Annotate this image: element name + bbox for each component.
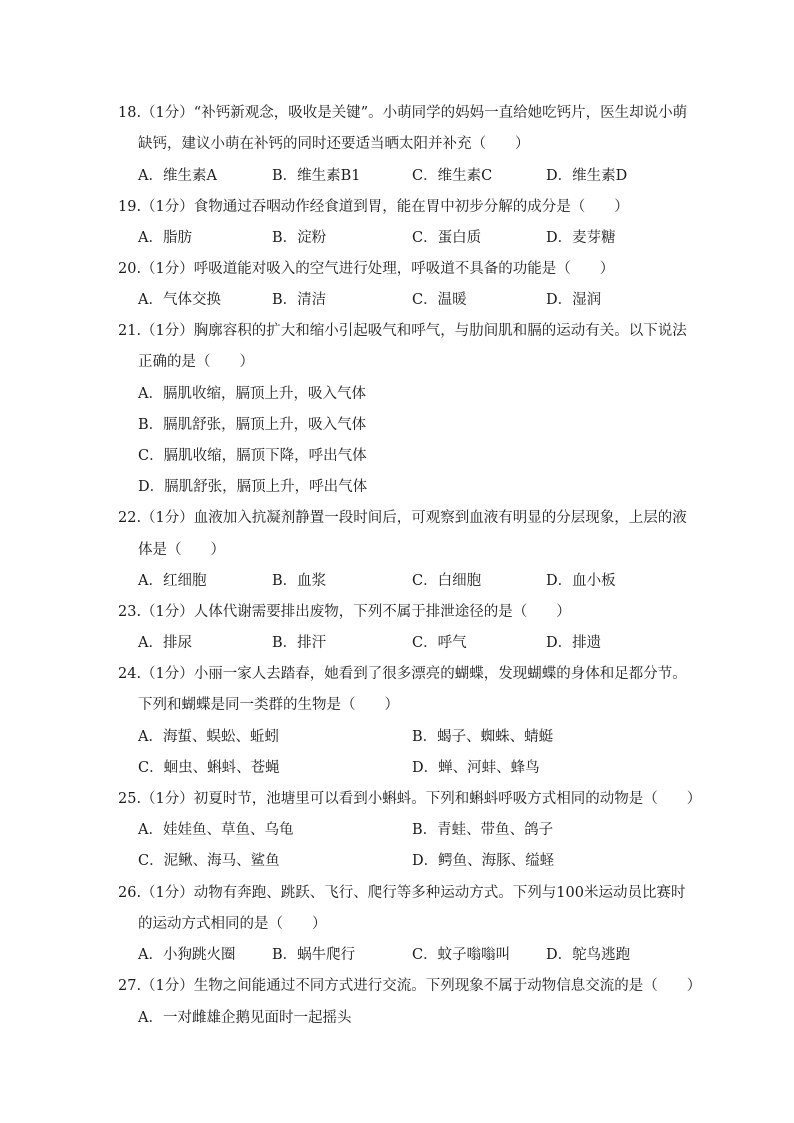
question-26-option-c: C．蚊子嗡嗡叫 <box>412 947 511 963</box>
question-19-option-c: C．蛋白质 <box>412 230 482 246</box>
question-25-option-a: A．娃娃鱼、草鱼、乌龟 <box>138 822 294 838</box>
question-19-option-d: D．麦芽糖 <box>546 230 616 246</box>
question-26-option-d: D．鸵鸟逃跑 <box>546 947 631 963</box>
question-22-text: 体是（ ） <box>138 542 225 558</box>
question-18-option-b: B．维生素B1 <box>272 168 361 184</box>
question-24-option-b: B．蝎子、蜘蛛、蜻蜓 <box>412 729 554 745</box>
question-23-option-c: C．呼气 <box>412 635 467 651</box>
question-22-option-d: D．血小板 <box>546 573 616 589</box>
question-27-option-a: A．一对雌雄企鹅见面时一起摇头 <box>138 1010 352 1026</box>
question-26-option-a: A．小狗跳火圈 <box>138 947 236 963</box>
question-18-option-d: D．维生素D <box>546 168 628 184</box>
question-24-option-d: D．蝉、河蚌、蜂鸟 <box>412 760 540 776</box>
question-26-option-b: B．蜗牛爬行 <box>272 947 356 963</box>
question-24-text: 24.（1分）小丽一家人去踏春，她看到了很多漂亮的蝴蝶，发现蝴蝶的身体和足都分节。 <box>118 666 687 682</box>
question-22-text: 22.（1分）血液加入抗凝剂静置一段时间后，可观察到血液有明显的分层现象，上层的液 <box>118 510 687 526</box>
question-19-text: 19.（1分）食物通过吞咽动作经食道到胃，能在胃中初步分解的成分是（ ） <box>118 199 629 215</box>
question-25-option-d: D．鳄鱼、海豚、缢蛏 <box>412 853 555 869</box>
question-27-text: 27.（1分）生物之间能通过不同方式进行交流。下列现象不属于动物信息交流的是（ ） <box>118 978 702 994</box>
question-20-option-c: C．温暖 <box>412 292 467 308</box>
question-26-text: 的运动方式相同的是（ ） <box>138 916 327 932</box>
question-24-option-c: C．蛔虫、蝌蚪、苍蝇 <box>138 760 280 776</box>
question-21-option-b: B．膈肌舒张，膈顶上升，吸入气体 <box>138 417 367 433</box>
question-25-text: 25.（1分）初夏时节，池塘里可以看到小蝌蚪。下列和蝌蚪呼吸方式相同的动物是（ ） <box>118 791 702 807</box>
question-18-option-a: A．维生素A <box>138 168 217 184</box>
question-20-option-b: B．清洁 <box>272 292 327 308</box>
question-21-text: 21.（1分）胸廓容积的扩大和缩小引起吸气和呼气，与肋间肌和膈的运动有关。以下说法 <box>118 323 687 339</box>
question-22-option-a: A．红细胞 <box>138 573 207 589</box>
question-22-option-c: C．白细胞 <box>412 573 482 589</box>
question-23-option-d: D．排遗 <box>546 635 602 651</box>
question-21-option-a: A．膈肌收缩，膈顶上升，吸入气体 <box>138 386 366 402</box>
question-24-option-a: A．海蜇、蜈蚣、蚯蚓 <box>138 729 279 745</box>
question-21-text: 正确的是（ ） <box>138 354 254 370</box>
question-26-text: 26.（1分）动物有奔跑、跳跃、飞行、爬行等多种运动方式。下列与100米运动员比赛时 <box>118 885 686 901</box>
question-25-option-b: B．青蛙、带鱼、鸽子 <box>412 822 554 838</box>
question-20-option-d: D．湿润 <box>546 292 602 308</box>
question-24-text: 下列和蝴蝶是同一类群的生物是（ ） <box>138 697 399 713</box>
question-21-option-c: C．膈肌收缩，膈顶下降，呼出气体 <box>138 448 367 464</box>
question-18-text: 18.（1分）“补钙新观念，吸收是关键”。小萌同学的妈妈一直给她吃钙片，医生却说小萌 <box>118 105 688 121</box>
question-22-option-b: B．血浆 <box>272 573 327 589</box>
question-18-text: 缺钙，建议小萌在补钙的同时还要适当晒太阳并补充（ ） <box>138 136 530 152</box>
question-23-option-a: A．排尿 <box>138 635 192 651</box>
question-23-text: 23.（1分）人体代谢需要排出废物，下列不属于排泄途径的是（ ） <box>118 604 571 620</box>
question-18-option-c: C．维生素C <box>412 168 493 184</box>
question-19-option-b: B．淀粉 <box>272 230 327 246</box>
question-20-option-a: A．气体交换 <box>138 292 221 308</box>
question-21-option-d: D．膈肌舒张，膈顶上升，呼出气体 <box>138 479 368 495</box>
question-23-option-b: B．排汗 <box>272 635 327 651</box>
question-25-option-c: C．泥鳅、海马、鲨鱼 <box>138 853 280 869</box>
question-20-text: 20.（1分）呼吸道能对吸入的空气进行处理，呼吸道不具备的功能是（ ） <box>118 261 615 277</box>
question-19-option-a: A．脂肪 <box>138 230 192 246</box>
